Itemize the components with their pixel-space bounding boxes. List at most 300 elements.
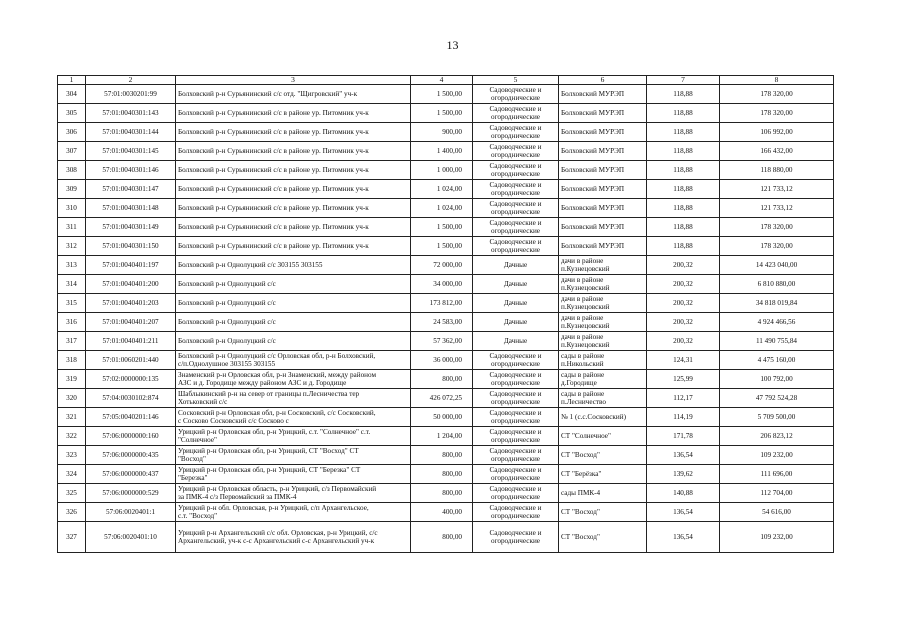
category-cell [473,503,559,522]
category-cell-line: Садоводческие и [489,529,542,538]
address-cell [176,389,411,408]
address-cell-line: с.т. "Восход" [178,512,218,521]
rate-cell: 200,32 [647,332,720,351]
rate-cell: 140,88 [647,484,720,503]
area-cell: 24 583,00 [411,313,473,332]
zone-cell-line: сады в районе [561,352,605,361]
category-cell-line: огороднические [491,493,540,502]
row-number: 306 [58,123,86,142]
value-cell: 178 320,00 [720,218,834,237]
address-cell-line: Сосковский р-н Орловская обл, р-н Сосковский, с/с Сосковский, [178,409,376,418]
table-row [58,446,834,465]
address-cell [176,370,411,389]
zone-cell [559,351,647,370]
address-cell-line: Знаменский р-н Орловская обл, р-н Знаменский, между районом [178,371,377,380]
address-cell-line: Урицкий р-н Орловская обл, р-н Урицкий, с.т. "Солнечное" с.т. [178,428,371,437]
row-number: 320 [58,389,86,408]
address-cell-line: Архангельский, уч-к с-с Архангельский с-с Архангельский уч-к [178,537,375,546]
cadastral-number: 57:06:0020401:1 [86,503,176,522]
zone-cell [559,370,647,389]
table-row [58,275,834,294]
area-cell: 1 500,00 [411,237,473,256]
zone-cell-line: п.Кузнецовский [561,265,610,274]
address-cell [176,351,411,370]
header-cell: 7 [647,76,720,85]
value-cell: 34 818 019,84 [720,294,834,313]
rate-cell: 136,54 [647,503,720,522]
address-cell [176,503,411,522]
zone-cell [559,313,647,332]
zone-cell-line: СТ "Восход" [561,508,600,517]
row-number: 305 [58,104,86,123]
zone-cell-line: Болховский МУРЭП [561,223,625,232]
value-cell: 11 490 755,84 [720,332,834,351]
address-cell [176,123,411,142]
table-row [58,104,834,123]
table-row [58,142,834,161]
category-cell-line: Садоводческие и [489,428,542,437]
area-cell: 1 024,00 [411,199,473,218]
address-cell-line: Урицкий р-н Орловская обл, р-н Урицкий, СТ "Восход" СТ [178,447,359,456]
zone-cell-line: Болховский МУРЭП [561,185,625,194]
row-number: 311 [58,218,86,237]
rate-cell: 125,99 [647,370,720,389]
address-cell-line: за ПМК-4 с/з Первомайский за ПМК-4 [178,493,297,502]
address-cell [176,275,411,294]
rate-cell: 136,54 [647,522,720,553]
cadastral-number: 57:06:0000000:529 [86,484,176,503]
address-cell-line: Болховский р-н Сурьянинский с/с в районе ур. Питомник уч-к [178,128,369,137]
category-cell-line: Садоводческие и [489,390,542,399]
zone-cell [559,332,647,351]
category-cell-line: огороднические [491,208,540,217]
zone-cell-line: Болховский МУРЭП [561,128,625,137]
category-cell [473,313,559,332]
address-cell-line: Урицкий р-н Орловская область, р-н Урицкий, с/з Первомайский [178,485,377,494]
category-cell-line: Садоводческие и [489,371,542,380]
zone-cell-line: дачи в районе [561,314,604,323]
category-cell-line: Садоводческие и [489,238,542,247]
zone-cell-line: п.Кузнецовский [561,303,610,312]
zone-cell [559,161,647,180]
row-number: 321 [58,408,86,427]
address-cell-line: Болховский р-н Сурьянинский с/с в районе ур. Питомник уч-к [178,147,369,156]
rate-cell: 139,62 [647,465,720,484]
zone-cell-line: сады в районе [561,390,605,399]
row-number: 315 [58,294,86,313]
table-row [58,123,834,142]
table-row [58,199,834,218]
value-cell: 4 924 466,56 [720,313,834,332]
category-cell-line: Садоводческие и [489,181,542,190]
address-cell [176,427,411,446]
rate-cell: 114,19 [647,408,720,427]
row-number: 313 [58,256,86,275]
category-cell-line: огороднические [491,360,540,369]
cadastral-number: 57:06:0000000:160 [86,427,176,446]
zone-cell-line: Болховский МУРЭП [561,109,625,118]
address-cell-line: АЗС и д. Городище между районом АЗС и д. Городище [178,379,347,388]
area-cell: 426 072,25 [411,389,473,408]
category-cell [473,484,559,503]
category-cell-line: огороднические [491,436,540,445]
cadastral-number: 57:01:0040401:211 [86,332,176,351]
value-cell: 100 792,00 [720,370,834,389]
zone-cell [559,142,647,161]
cadastral-number: 57:01:0040401:203 [86,294,176,313]
category-cell [473,294,559,313]
area-cell: 800,00 [411,484,473,503]
zone-cell [559,199,647,218]
cadastral-number: 57:05:0040201:146 [86,408,176,427]
value-cell: 54 616,00 [720,503,834,522]
zone-cell [559,180,647,199]
row-number: 308 [58,161,86,180]
zone-cell [559,123,647,142]
address-cell [176,408,411,427]
value-cell: 106 992,00 [720,123,834,142]
category-cell-line: Садоводческие и [489,485,542,494]
address-cell-line: Урицкий р-н Архангельский с/с обл. Орловская, р-н Урицкий, с/с [178,529,378,538]
table-row [58,522,834,553]
table-row [58,427,834,446]
value-cell: 4 475 160,00 [720,351,834,370]
header-cell: 6 [559,76,647,85]
row-number: 322 [58,427,86,446]
address-cell-line: "Восход" [178,455,206,464]
address-cell [176,199,411,218]
value-cell: 6 810 880,00 [720,275,834,294]
area-cell: 1 024,00 [411,180,473,199]
category-cell-line: огороднические [491,246,540,255]
address-cell-line: Болховский р-н Однолуцкий с/с [178,337,276,346]
zone-cell-line: п.Лесничество [561,398,606,407]
value-cell: 109 232,00 [720,446,834,465]
category-cell-line: огороднические [491,537,540,546]
area-cell: 400,00 [411,503,473,522]
area-cell: 800,00 [411,522,473,553]
address-cell-line: Болховский р-н Однолуцкий с/с 303155 303155 [178,261,323,270]
category-cell-line: огороднические [491,113,540,122]
rate-cell: 118,88 [647,237,720,256]
row-number: 312 [58,237,86,256]
rate-cell: 118,88 [647,161,720,180]
cadastral-number: 57:01:0040401:197 [86,256,176,275]
zone-cell [559,522,647,553]
category-cell-line: огороднические [491,474,540,483]
address-cell [176,237,411,256]
table-row [58,294,834,313]
address-cell-line: "Березка" [178,474,208,483]
cadastral-number: 57:04:0030102:874 [86,389,176,408]
category-cell-line: Дачные [503,299,528,308]
value-cell: 109 232,00 [720,522,834,553]
zone-cell-line: сады ПМК-4 [561,489,601,498]
cadastral-number: 57:01:0040301:145 [86,142,176,161]
category-cell-line: огороднические [491,132,540,141]
zone-cell-line: СТ "Восход" [561,451,600,460]
cadastral-number: 57:02:0000000:135 [86,370,176,389]
row-number: 317 [58,332,86,351]
category-cell-line: огороднические [491,170,540,179]
zone-cell-line: п.Никольский [561,360,604,369]
zone-cell-line: п.Кузнецовский [561,341,610,350]
area-cell: 57 362,00 [411,332,473,351]
address-cell-line: Болховский р-н Сурьянинский с/с в районе ур. Питомник уч-к [178,223,369,232]
table-row [58,408,834,427]
row-number: 316 [58,313,86,332]
value-cell: 178 320,00 [720,237,834,256]
category-cell-line: Садоводческие и [489,200,542,209]
area-cell: 1 500,00 [411,104,473,123]
value-cell: 206 823,12 [720,427,834,446]
row-number: 326 [58,503,86,522]
address-cell [176,161,411,180]
zone-cell [559,389,647,408]
category-cell [473,351,559,370]
table-row [58,180,834,199]
category-cell-line: Садоводческие и [489,447,542,456]
category-cell-line: огороднические [491,189,540,198]
category-cell-line: Дачные [503,280,528,289]
rate-cell: 200,32 [647,294,720,313]
row-number: 319 [58,370,86,389]
area-cell: 800,00 [411,465,473,484]
address-cell [176,85,411,104]
header-cell: 5 [473,76,559,85]
category-cell-line: огороднические [491,227,540,236]
cadastral-number: 57:01:0030201:99 [86,85,176,104]
table-row [58,161,834,180]
category-cell-line: Дачные [503,318,528,327]
address-cell [176,313,411,332]
category-cell [473,199,559,218]
address-cell-line: Болховский р-н Однолуцкий с/с [178,318,276,327]
table-row [58,313,834,332]
address-cell [176,218,411,237]
category-cell-line: Садоводческие и [489,124,542,133]
category-cell [473,123,559,142]
rate-cell: 118,88 [647,104,720,123]
zone-cell-line: дачи в районе [561,257,604,266]
category-cell-line: Садоводческие и [489,162,542,171]
table-row [58,256,834,275]
address-cell-line: Болховский р-н Однолуцкий с/с Орловская обл, р-н Болховский, [178,352,376,361]
row-number: 314 [58,275,86,294]
zone-cell [559,104,647,123]
category-cell-line: Садоводческие и [489,352,542,361]
cadastral-number: 57:01:0040301:148 [86,199,176,218]
area-cell: 800,00 [411,446,473,465]
category-cell [473,161,559,180]
cadastral-number: 57:06:0000000:437 [86,465,176,484]
area-cell: 1 500,00 [411,85,473,104]
rate-cell: 118,88 [647,180,720,199]
value-cell: 5 709 500,00 [720,408,834,427]
category-cell-line: Садоводческие и [489,143,542,152]
area-cell: 800,00 [411,370,473,389]
category-cell-line: Садоводческие и [489,86,542,95]
value-cell: 178 320,00 [720,85,834,104]
area-cell: 1 500,00 [411,218,473,237]
row-number: 310 [58,199,86,218]
zone-cell-line: Болховский МУРЭП [561,90,625,99]
address-cell-line: Болховский р-н Однолуцкий с/с [178,299,276,308]
value-cell: 111 696,00 [720,465,834,484]
value-cell: 178 320,00 [720,104,834,123]
area-cell: 900,00 [411,123,473,142]
table-row [58,389,834,408]
table-row [58,332,834,351]
address-cell [176,332,411,351]
address-cell-line: Хотьковский с/с [178,398,228,407]
header-cell: 2 [86,76,176,85]
row-number: 327 [58,522,86,553]
zone-cell [559,218,647,237]
cadastral-number: 57:01:0040301:147 [86,180,176,199]
zone-cell-line: дачи в районе [561,276,604,285]
header-cell: 3 [176,76,411,85]
cadastral-number: 57:01:0040301:149 [86,218,176,237]
table-row [58,237,834,256]
zone-cell-line: п.Кузнецовский [561,284,610,293]
category-cell-line: Садоводческие и [489,466,542,475]
zone-cell-line: СТ "Берёзка" [561,470,602,479]
zone-cell-line: сады в районе [561,371,605,380]
cadastral-number: 57:06:0020401:10 [86,522,176,553]
category-cell-line: Садоводческие и [489,105,542,114]
address-cell-line: Урицкий р-н Орловская обл, р-н Урицкий, СТ "Березка" СТ [178,466,361,475]
address-cell [176,104,411,123]
address-cell-line: Болховский р-н Сурьянинский с/с в районе ур. Питомник уч-к [178,242,369,251]
value-cell: 121 733,12 [720,180,834,199]
address-cell-line: Урицкий р-н обл. Орловская, р-н Урицкий, с/п Архангельское, [178,504,369,513]
zone-cell-line: Болховский МУРЭП [561,147,625,156]
rate-cell: 118,88 [647,199,720,218]
row-number: 324 [58,465,86,484]
value-cell: 14 423 040,00 [720,256,834,275]
address-cell [176,294,411,313]
category-cell [473,408,559,427]
cadastral-number: 57:01:0040301:146 [86,161,176,180]
cadastral-number: 57:01:0040301:143 [86,104,176,123]
table-row [58,370,834,389]
zone-cell [559,408,647,427]
zone-cell-line: № 1 (с.с.Сосковский) [561,413,627,422]
area-cell: 1 000,00 [411,161,473,180]
area-cell: 34 000,00 [411,275,473,294]
address-cell-line: с/п.Однолушное 303155 303155 [178,360,276,369]
zone-cell [559,256,647,275]
zone-cell [559,446,647,465]
address-cell-line: Болховский р-н Сурьянинский с/с в районе ур. Питомник уч-к [178,185,369,194]
zone-cell-line: дачи в районе [561,295,604,304]
category-cell [473,370,559,389]
row-number: 309 [58,180,86,199]
column-number-header [58,76,834,85]
cadastral-number: 57:01:0060201:440 [86,351,176,370]
category-cell-line: огороднические [491,151,540,160]
address-cell-line: Болховский р-н Сурьянинский с/с в районе ур. Питомник уч-к [178,166,369,175]
value-cell: 112 704,00 [720,484,834,503]
address-cell [176,446,411,465]
category-cell [473,522,559,553]
row-number: 307 [58,142,86,161]
row-number: 323 [58,446,86,465]
area-cell: 36 000,00 [411,351,473,370]
zone-cell-line: д.Городище [561,379,597,388]
category-cell-line: огороднические [491,398,540,407]
category-cell-line: Дачные [503,261,528,270]
address-cell [176,484,411,503]
rate-cell: 118,88 [647,142,720,161]
zone-cell-line: Болховский МУРЭП [561,242,625,251]
value-cell: 121 733,12 [720,199,834,218]
address-cell-line: "Солнечное" [178,436,217,445]
address-cell-line: Шаблыкинский р-н на север от границы п.Лесничества тер [178,390,360,399]
value-cell: 47 792 524,28 [720,389,834,408]
address-cell-line: Болховский р-н Сурьянинский с/с в районе ур. Питомник уч-к [178,109,369,118]
rate-cell: 118,88 [647,218,720,237]
rate-cell: 118,88 [647,85,720,104]
cadastral-number: 57:01:0040301:150 [86,237,176,256]
address-cell-line: Болховский р-н Сурьянинский с/с отд. "Щигровский" уч-к [178,90,358,99]
row-number: 318 [58,351,86,370]
category-cell [473,142,559,161]
cadastral-number: 57:01:0040301:144 [86,123,176,142]
category-cell [473,218,559,237]
cadastral-number: 57:01:0040401:200 [86,275,176,294]
page-number: 13 [446,38,459,52]
zone-cell [559,294,647,313]
rate-cell: 118,88 [647,123,720,142]
rate-cell: 200,32 [647,275,720,294]
category-cell [473,427,559,446]
category-cell [473,275,559,294]
table-row [58,218,834,237]
zone-cell [559,85,647,104]
category-cell-line: огороднические [491,379,540,388]
rate-cell: 200,32 [647,256,720,275]
table-row [58,351,834,370]
row-number: 325 [58,484,86,503]
address-cell-line: Болховский р-н Однолуцкий с/с [178,280,276,289]
zone-cell-line: СТ "Восход" [561,533,600,542]
category-cell [473,180,559,199]
area-cell: 50 000,00 [411,408,473,427]
rate-cell: 171,78 [647,427,720,446]
value-cell: 118 880,00 [720,161,834,180]
cadastral-number: 57:06:0000000:435 [86,446,176,465]
table-row [58,484,834,503]
category-cell [473,104,559,123]
category-cell-line: Садоводческие и [489,504,542,513]
zone-cell [559,503,647,522]
category-cell [473,332,559,351]
area-cell: 1 400,00 [411,142,473,161]
category-cell-line: огороднические [491,455,540,464]
address-cell-line: с Сосково Сосковский с/с Сосково с [178,417,289,426]
row-number: 304 [58,85,86,104]
category-cell [473,85,559,104]
category-cell-line: Садоводческие и [489,219,542,228]
rate-cell: 112,17 [647,389,720,408]
cadastral-number: 57:01:0040401:207 [86,313,176,332]
address-cell [176,465,411,484]
category-cell-line: огороднические [491,417,540,426]
category-cell [473,389,559,408]
table-row [58,503,834,522]
